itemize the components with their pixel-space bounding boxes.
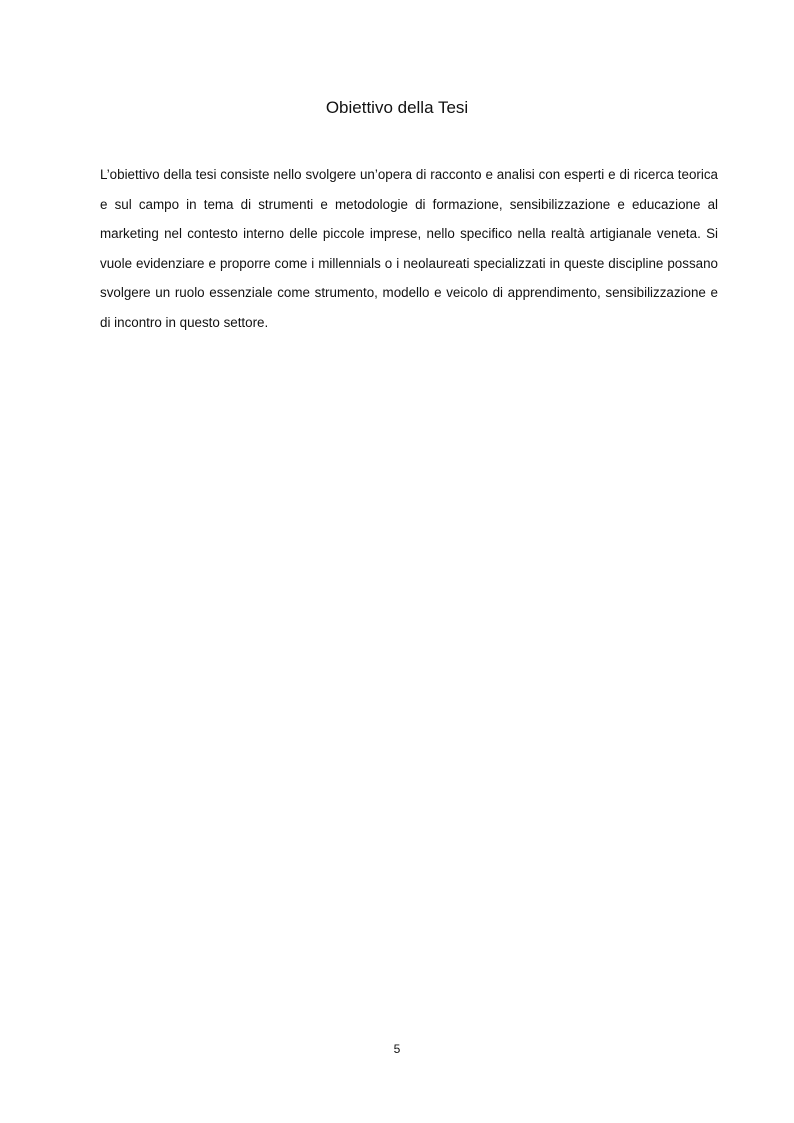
body-paragraph: L’obiettivo della tesi consiste nello svolgere un’opera di racconto e analisi con esperti e di ricerca teorica e sul campo in tema di strumenti e metodologie di formazione, sensibilizzazione e educazione al marketing nel contesto interno delle piccole imprese, nello specifico nella realtà artigianale veneta. Si vuole evidenziare e proporre come i millennials o i neolaureati specializzati in queste discipline possano svolgere un ruolo essenziale come strumento, modello e veicolo di apprendimento, sensibilizzazione e di incontro in questo settore.: [100, 167, 718, 330]
section-title: Obiettivo della Tesi: [325, 98, 469, 117]
page-number: 5: [393, 1042, 401, 1056]
